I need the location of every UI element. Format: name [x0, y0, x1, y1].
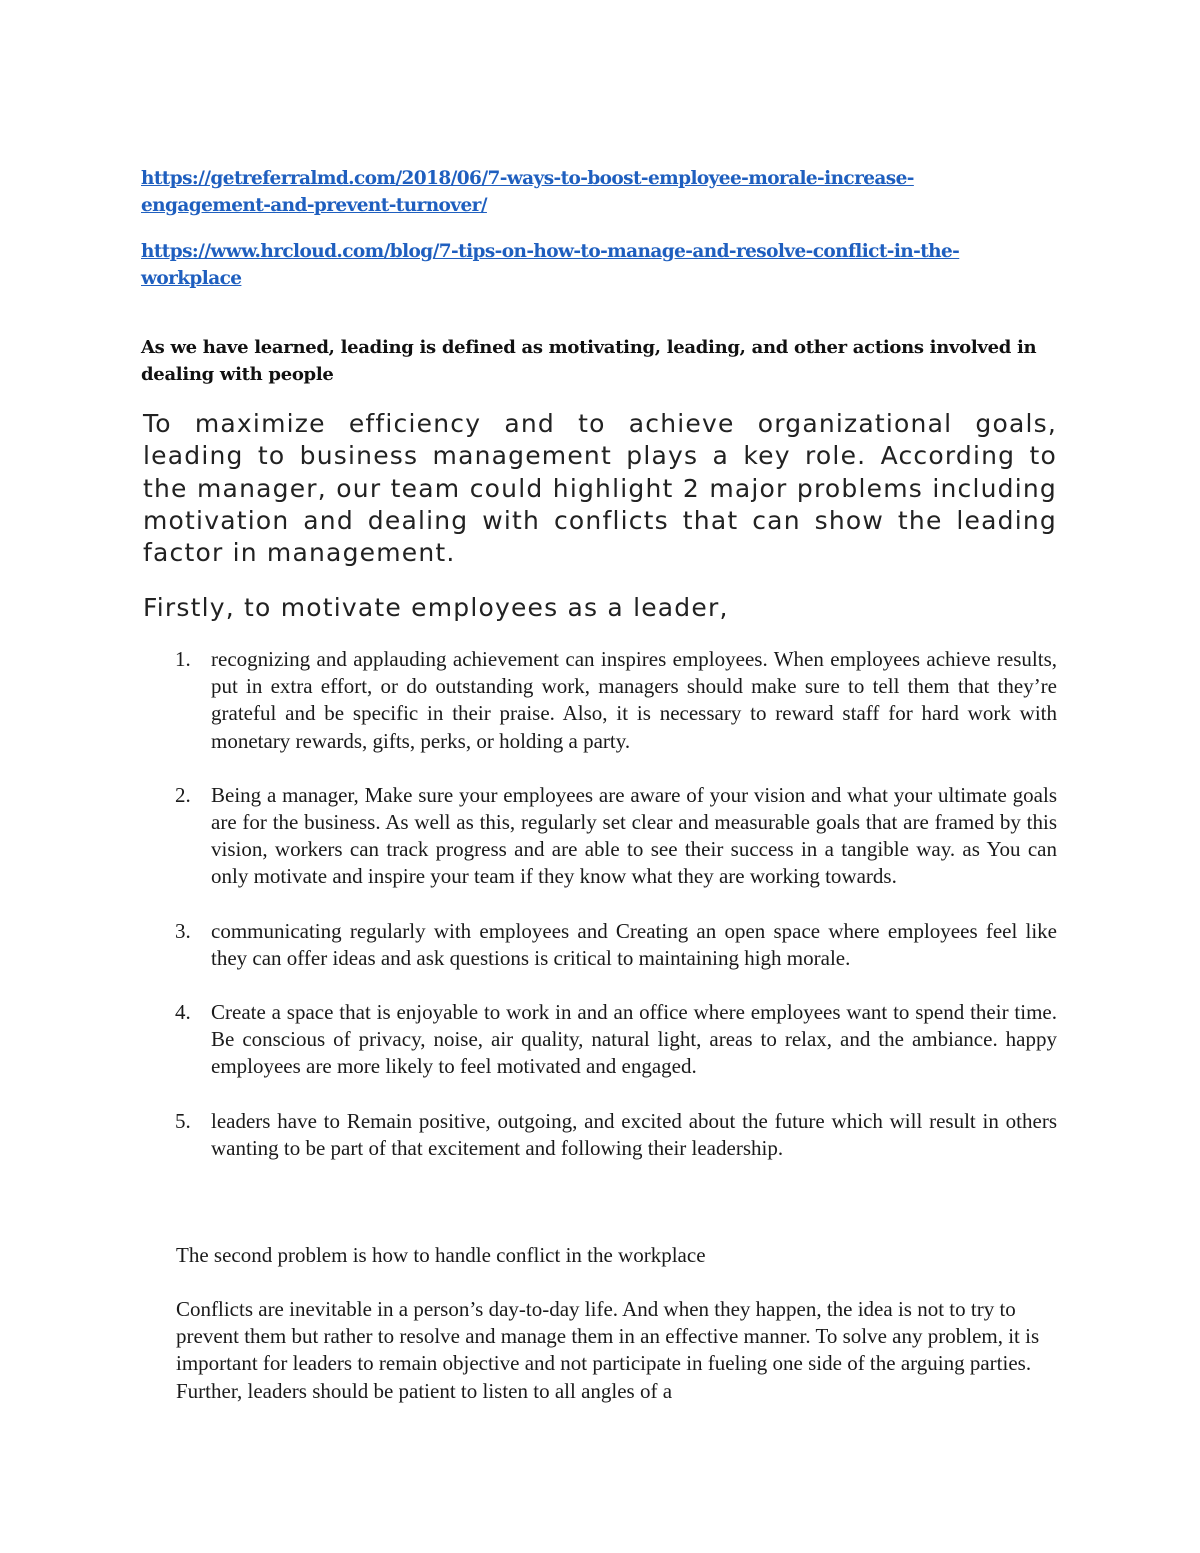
- list-item: [0, 999, 1057, 1081]
- lead-paragraph: To maximize efficiency and to achieve organizational goals, leading to business management plays a key role. According to the manager, our team could highlight 2 major problems including motivation and dealing with conflicts that can show the leading factor in management.: [143, 409, 1057, 568]
- motivation-subheading: Firstly, to motivate employees as a leader,: [143, 593, 729, 622]
- list-item: [0, 1108, 1057, 1162]
- list-item-number: 3.: [175, 918, 191, 943]
- list-item-text: Being a manager, Make sure your employees are aware of your vision and what your ultimate goals are for the business. As well as this, regularly set clear and measurable goals that are framed by this vision, workers can track progress and are able to see their success in a tangible way. as You can only motivate and inspire your team if they know what they are working towards.: [211, 782, 1057, 889]
- list-item-number: 5.: [175, 1108, 191, 1133]
- list-item-number: 2.: [175, 782, 191, 807]
- list-item-number: 1.: [175, 647, 191, 671]
- list-item-text: Create a space that is enjoyable to work in and an office where employees want to spend their time. Be conscious of privacy, noise, air quality, natural light, areas to relax, and the ambiance. happy employees are more likely to feel motivated and engaged.: [211, 1000, 1057, 1079]
- list-item-text: communicating regularly with employees and Creating an open space where employees feel like they can offer ideas and ask questions is critical to maintaining high morale.: [211, 918, 1057, 970]
- intro-statement: As we have learned, leading is defined as motivating, leading, and other actions involved in dealing with people: [141, 337, 1037, 385]
- reference-link-getreferralmd[interactable]: https://getreferralmd.com/2018/06/7-ways-to-boost-employee-morale-increase-engagement-and-prevent-turnover/: [141, 168, 914, 216]
- list-item: [0, 918, 1057, 972]
- motivation-list: [0, 646, 1200, 1189]
- list-item: [0, 782, 1057, 891]
- list-item-number: 4.: [175, 1000, 191, 1025]
- conflicts-paragraph: Conflicts are inevitable in a person’s day-to-day life. And when they happen, the idea is not to try to prevent them but rather to resolve and manage them in an effective manner. To solve any problem, it is important for leaders to remain objective and not participate in fueling one side of the arguing parties. Further, leaders should be patient to listen to all angles of a: [176, 1297, 1040, 1403]
- list-item: [0, 646, 1057, 755]
- list-item-text: recognizing and applauding achievement can inspires employees. When employees achieve results, put in extra effort, or do outstanding work, managers should make sure to tell them that they’re grateful and be specific in their praise. Also, it is necessary to reward staff for hard work with monetary rewards, gifts, perks, or holding a party.: [211, 647, 1057, 753]
- reference-link-hrcloud[interactable]: https://www.hrcloud.com/blog/7-tips-on-how-to-manage-and-resolve-conflict-in-the-workplace: [141, 241, 960, 289]
- list-item-text: leaders have to Remain positive, outgoing, and excited about the future which will result in others wanting to be part of that excitement and following their leadership.: [211, 1108, 1057, 1160]
- second-problem-heading: The second problem is how to handle conflict in the workplace: [176, 1243, 706, 1267]
